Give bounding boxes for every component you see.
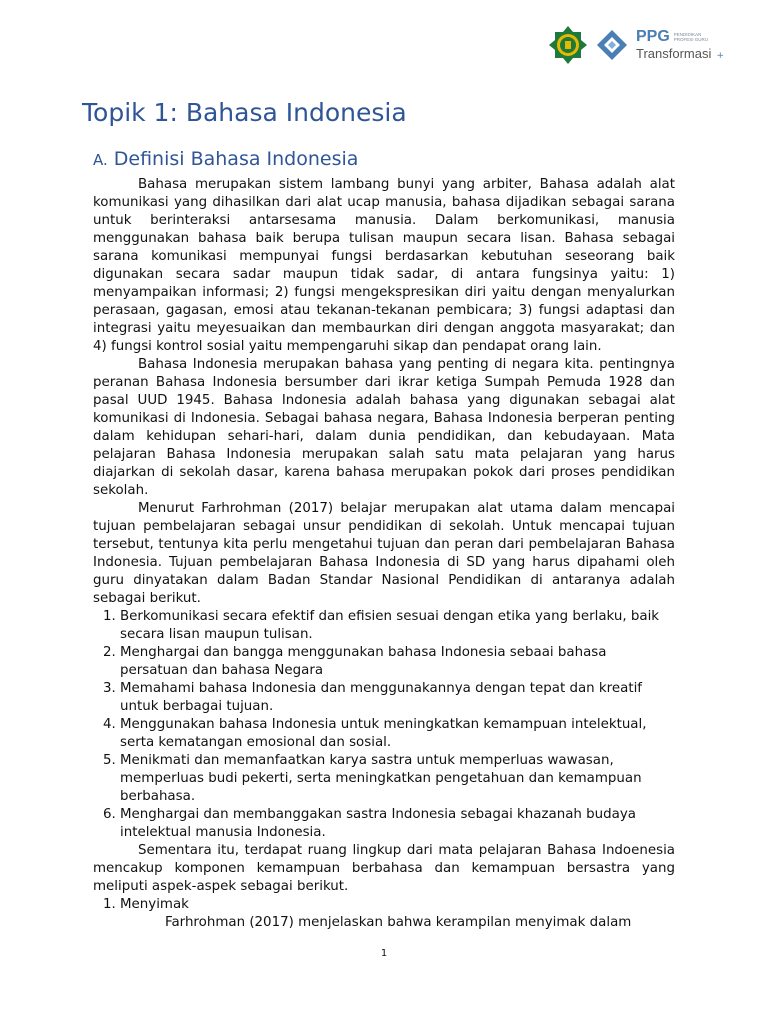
list-item: 5. Menikmati dan memanfaatkan karya sastra untuk memperluas wawasan, memperluas budi pekerti, serta meningkatkan pengetahuan dan kemampuan berbahasa. xyxy=(120,752,675,806)
page-title: Topik 1: Bahasa Indonesia xyxy=(82,98,407,127)
scope-list xyxy=(93,896,675,914)
list-item: 6. Menghargai dan membanggakan sastra Indonesia sebagai khazanah budaya intelektual manusia Indonesia. xyxy=(120,806,675,842)
list-item: 1. Berkomunikasi secara efektif dan efisien sesuai dengan etika yang berlaku, baik secara lisan maupun tulisan. xyxy=(120,608,675,644)
list-item: 4. Menggunakan bahasa Indonesia untuk meningkatkan kemampuan intelektual, serta kematangan emosional dan sosial. xyxy=(120,716,675,752)
ppg-logo-mark xyxy=(596,29,628,61)
ppg-name: PPG xyxy=(635,28,670,45)
paragraph: Sementara itu, terdapat ruang lingkup dari mata pelajaran Bahasa Indoenesia mencakup komponen kemampuan berbahasa dan kemampuan bersastra yang meliputi aspek-aspek sebagai berikut. xyxy=(93,843,675,894)
paragraph: Bahasa merupakan sistem lambang bunyi yang arbiter, Bahasa adalah alat komunikasi yang dihasilkan dari alat ucap manusia, bahasa dijadikan sebagai sarana untuk berinteraksi antarsesama manusia. Dalam berkomunikasi, manusia menggunakan bahasa baik berupa tulisan maupun secara lisan. Bahasa sebagai sarana komunikasi mempunyai fungsi berdasarkan kebutuhan seseorang baik digunakan secara sadar maupun tidak sadar, di antara fungsinya yaitu: 1) menyampaikan informasi; 2) fungsi mengekspresikan diri yaitu dengan menyalurkan perasaan, gagasan, emosi atau tekanan-tekanan pembicara; 3) fungsi adaptasi dan integrasi yaitu meyesuaikan dan membaurkan diri dengan anggota masyarakat; dan 4) fungsi kontrol sosial yaitu mempengaruhi sikap dan pendapat orang lain. xyxy=(93,177,675,354)
page-number: 1 xyxy=(380,948,388,959)
section-letter: A. xyxy=(93,151,108,169)
list-item: 3. Memahami bahasa Indonesia dan menggunakannya dengan tepat dan kreatif untuk berbagai tujuan. xyxy=(120,680,675,716)
ppg-plus-icon: + xyxy=(716,51,724,61)
section-heading xyxy=(93,148,358,170)
ppg-subtitle: PENDIDIKAN PROFESI GURU xyxy=(673,32,709,42)
paragraph: Bahasa Indonesia merupakan bahasa yang penting di negara kita. pentingnya peranan Bahasa Indonesia bersumber dari ikrar ketiga Sumpah Pemuda 1928 dan pasal UUD 1945. Bahasa Indonesia adalah bahasa yang digunakan sebagai alat komunikasi di Indonesia. Sebagai bahasa negara, Bahasa Indonesia berperan penting dalam kehidupan sehari-hari, dalam dunia pendidikan, dan kebudayaan. Mata pelajaran Bahasa Indonesia merupakan salah satu mata pelajaran yang harus diajarkan di sekolah dasar, karena bahasa merupakan pokok dari proses pendidikan sekolah. xyxy=(93,357,675,498)
ppg-transformasi: Transformasi xyxy=(635,46,712,61)
list-item: 2. Menghargai dan bangga menggunakan bahasa Indonesia sebaai bahasa persatuan dan bahasa Negara xyxy=(120,644,675,680)
ppg-wordmark xyxy=(636,29,724,61)
document-body xyxy=(93,176,675,932)
header-logos xyxy=(548,22,724,68)
paragraph: Menurut Farhrohman (2017) belajar merupakan alat utama dalam mencapai tujuan pembelajaran sebagai unsur pendidikan di sekolah. Untuk mencapai tujuan tersebut, tentunya kita perlu mengetahui tujuan dan peran dari pembelajaran Bahasa Indonesia. Tujuan pembelajaran Bahasa Indonesia di SD yang harus dipahami oleh guru dinyatakan dalam Badan Standar Nasional Pendidikan di antaranya adalah sebagai berikut. xyxy=(93,501,675,606)
kemenag-logo xyxy=(548,25,588,65)
paragraph: Farhrohman (2017) menjelaskan bahwa kerampilan menyimak dalam xyxy=(165,915,632,930)
section-title: Definisi Bahasa Indonesia xyxy=(113,148,359,170)
list-item: 1. Menyimak xyxy=(120,896,675,914)
goals-list xyxy=(93,608,675,842)
